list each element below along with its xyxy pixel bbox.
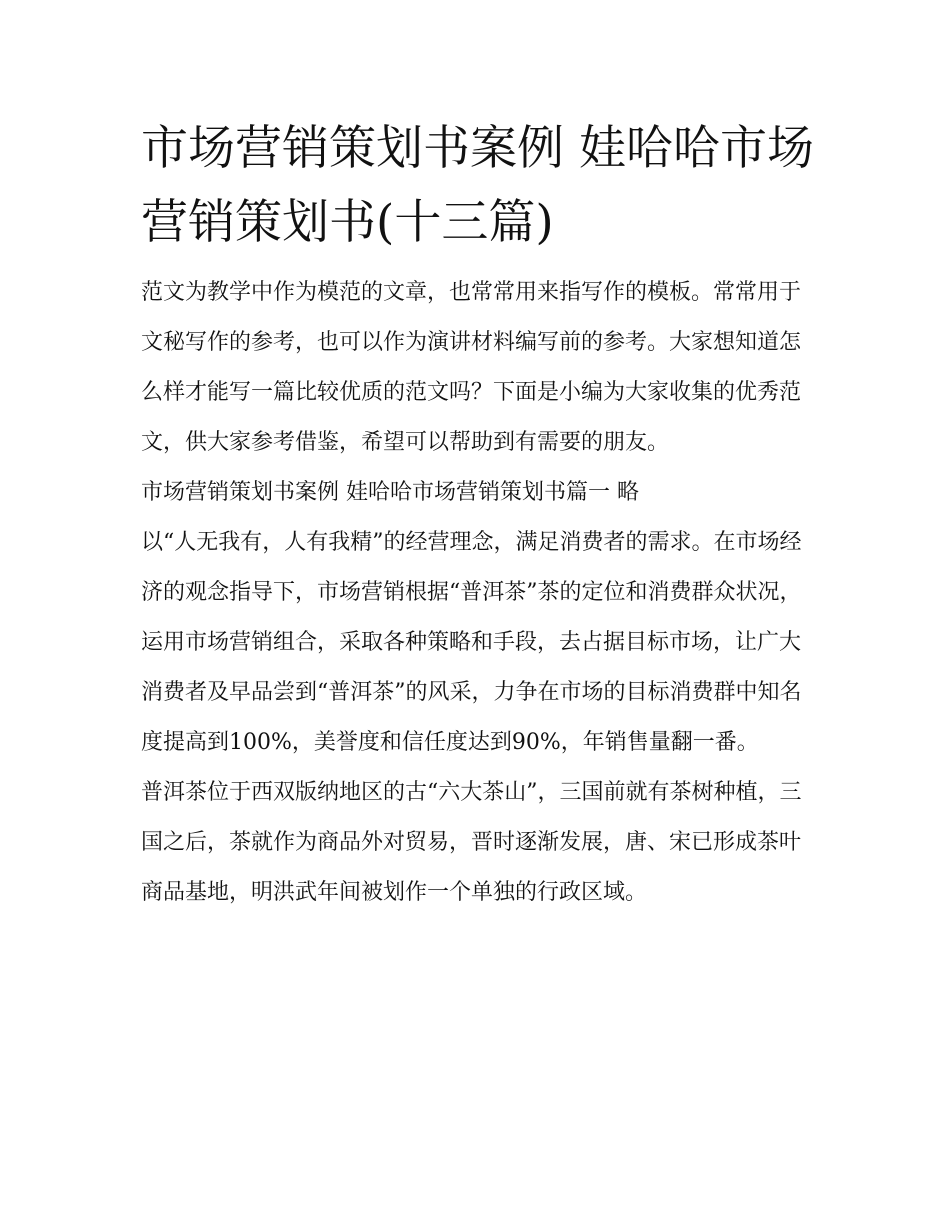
body-paragraph: 以“人无我有，人有我精”的经营理念，满足消费者的需求。在市场经济的观念指导下，市场营销根据“普洱茶”茶的定位和消费群众状况，运用市场营销组合，采取各种策略和手段，去占据目标市场，让广大消费者及早品尝到“普洱茶”的风采，力争在市场的目标消费群中知名度提高到100%，美誉度和信任度达到90%，年销售量翻一番。 — [141, 530, 802, 755]
section-heading: 市场营销策划书案例 娃哈哈市场营销策划书篇一 略 — [141, 480, 639, 505]
document-title: 市场营销策划书案例 娃哈哈市场营销策划书(十三篇) — [141, 121, 814, 250]
body-paragraph: 普洱茶位于西双版纳地区的古“六大茶山”，三国前就有茶树种植，三国之后，茶就作为商品外对贸易，晋时逐渐发展，唐、宋已形成茶叶商品基地，明洪武年间被划作一个单独的行政区域。 — [141, 780, 802, 905]
document-content — [141, 112, 816, 918]
document-body — [141, 268, 816, 918]
intro-paragraph: 范文为教学中作为模范的文章，也常常用来指写作的模板。常常用于文秘写作的参考，也可以作为演讲材料编写前的参考。大家想知道怎么样才能写一篇比较优质的范文吗？下面是小编为大家收集的优秀范文，供大家参考借鉴，希望可以帮助到有需要的朋友。 — [141, 280, 802, 455]
